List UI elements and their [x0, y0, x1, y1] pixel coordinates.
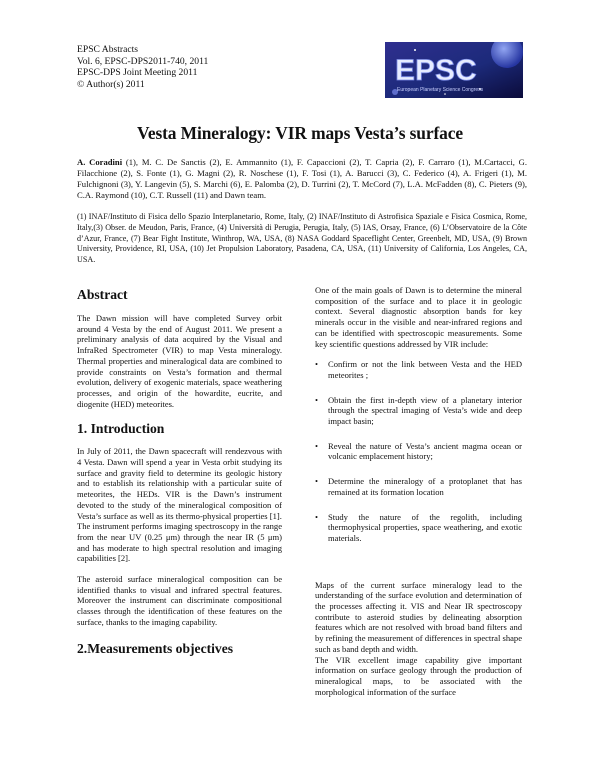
list-item: • Reveal the nature of Vesta’s ancient magma ocean or volcanic emplacement history;	[315, 440, 522, 462]
measurements-heading: 2.Measurements objectives	[77, 640, 234, 656]
bullet-icon: •	[315, 511, 318, 522]
lead-author: A. Coradini	[77, 157, 123, 167]
goals-paragraph: One of the main goals of Dawn is to determine the mineral composition of the surface and to place it in geologic context. Several diagnostic absorption bands for key minerals occur in the visible and near-infrared regions and can be identified with spectroscopic measurements. Some key scientific questions addressed by VIR include:	[315, 285, 522, 349]
right-column	[315, 285, 522, 697]
abstract-text: The Dawn mission will have completed Survey orbit around 4 Vesta by the end of August 2011. We present a preliminary analysis of data acquired by the Visual and InfraRed Spectrometer (VIR) to map Vesta mineralogy. Thermal properties and mineralogical data are combined to provide constraints on Vesta’s formation and thermal evolution, delivery of exogenic materials, space weathering processes, and origin of the howardite, eucrite, and diogenite (HED) meteorites.	[77, 313, 282, 409]
maps-paragraph: Maps of the current surface mineralogy lead to the understanding of the surface evolution and determination of the processes affecting it. VIS and Near IR spectroscopy contribute to asteroid studies by delineating absorption features which are not resolved with broad band filters and by refining the measurement of differences in spectral shape such as band depth and width.	[315, 579, 522, 654]
author-list	[77, 157, 527, 201]
header-line: EPSC Abstracts	[77, 44, 139, 55]
intro-paragraph: The asteroid surface mineralogical composition can be identified thanks to visual and infrared spectral features. Moreover the instrument can discriminate compositional classes through the identification of these features on the surface, thanks to the imaging capability.	[77, 574, 282, 627]
imaging-paragraph: The VIR excellent image capability give important information on surface geology through the production of mineralogical maps, to be associated with the morphological information of the surface	[315, 654, 522, 697]
introduction-heading: 1. Introduction	[77, 421, 165, 437]
bullet-icon: •	[315, 359, 318, 370]
left-column	[77, 285, 282, 657]
affiliations: (1) INAF/Instituto di Fisica dello Spazio Interplanetario, Rome, Italy, (2) INAF/Instituto di Astrofisica Spaziale e Fisica Cosmica, Rome, Italy,(3) Obser. de Meudon, Paris, France, (4) Università di Perugia, Perugia, Italy, (5) IAS, Orsay, France, (6) L’Observatoire de la Côte d’Azur, France, (7) Bear Fight Institute, Winthrop, WA, USA, (8) NASA Goddard Spaceflight Center, Greenbelt, MD, USA, (9) Brown University, Providence, RI, USA, (10) Jet Propulsion Laboratory, Pasadena, CA, USA, (11) University of California, Los Angeles, CA, USA.	[77, 212, 527, 265]
logo-subtext: European Planetary Science Congress	[397, 87, 484, 93]
epsc-logo	[385, 42, 523, 98]
list-item: • Determine the mineralogy of a protoplanet that has remained at its formation location	[315, 476, 522, 497]
abstract-heading: Abstract	[77, 287, 128, 302]
header-line: © Author(s) 2011	[77, 78, 145, 90]
intro-paragraph: In July of 2011, the Dawn spacecraft will rendezvous with 4 Vesta. Dawn will spend a year in Vesta orbit studying its surface and gravity field to determine its geologic history and to establish its relationship with a particular suite of meteorites, the HEDs. VIR is the Dawn’s instrument devoted to the study of the mineralogical composition of Vesta’s surface as well as its thermo-physical properties [1].	[77, 446, 282, 521]
list-item: • Study the nature of the regolith, including thermophysical properties, space weathering, and exotic materials.	[315, 511, 522, 543]
questions-list	[315, 359, 522, 543]
header-line: EPSC-DPS Joint Meeting 2011	[77, 67, 198, 79]
list-item: • Confirm or not the link between Vesta and the HED meteorites ;	[315, 359, 522, 380]
co-authors: (1), M. C. De Sanctis (2), E. Ammannito (1), F. Capaccioni (2), T. Capria (2), F. Carraro (1), M.Cartacci, G. Filacchione (2), S. Fonte (1), G. Magni (2), R. Noschese (1), F. Tosi (1), A. Barucci (3), C. Federico (4), A. Frigeri (1), M. Fulchignoni (3), Y. Langevin (5), S. Marchi (6), E. Palomba (2), D. Turrini (2), T. McCord (7), L.A. McFadden (8), C. Pieters (9), C.A. Raymond (10), C.T. Russell (11) and Dawn team.	[77, 157, 527, 200]
bullet-icon: •	[315, 476, 318, 487]
publication-header	[77, 44, 208, 90]
bullet-icon: •	[315, 440, 318, 451]
list-item: • Obtain the first in-depth view of a planetary interior through the spectral imaging of Vesta’s wide and deep impact basin;	[315, 394, 522, 427]
header-line: Vol. 6, EPSC-DPS2011-740, 2011	[77, 55, 209, 67]
intro-paragraph: The instrument performs imaging spectroscopy in the range from the near UV (0.25 μm) through the near IR (5 μm) and has moderate to high spectral resolution and imaging capabilities [2].	[77, 521, 282, 564]
logo-text: EPSC	[395, 54, 477, 87]
epsc-logo-graphic	[385, 42, 523, 98]
bullet-icon: •	[315, 394, 318, 405]
paper-title: Vesta Mineralogy: VIR maps Vesta’s surface	[136, 123, 464, 143]
